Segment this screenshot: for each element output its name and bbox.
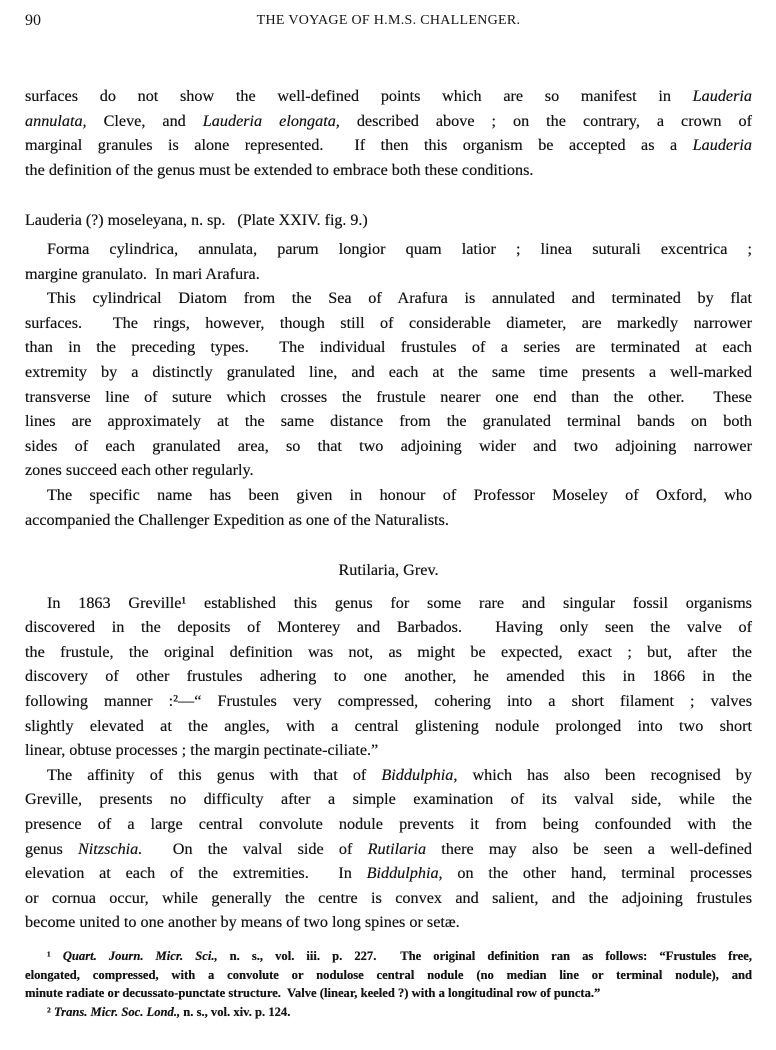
text-run: the frustule, the original definition was not, as might be expected, exact ; but, after the	[25, 642, 752, 661]
text-run: Greville, presents no difficulty after a simple examination of its valval side, while the	[25, 790, 752, 809]
text-run: minute radiate or decussato-punctate structure. Valve (linear, keeled ?) with a longitudinal row of puncta.”	[25, 986, 601, 1000]
italic-text: Biddulphia,	[366, 864, 443, 883]
text-line	[25, 664, 752, 689]
text-line	[25, 434, 752, 459]
text-run: surfaces. The rings, however, though still of considerable diameter, are markedly narrower	[25, 313, 752, 332]
text-line	[25, 311, 752, 336]
text-run: there may also be seen a well-defined	[426, 839, 753, 858]
footnote-2	[25, 1003, 752, 1022]
italic-text: Nitzschia.	[78, 839, 143, 858]
text-run: extremity by a distinctly granulated line, and each at the same time presents a well-marked	[25, 362, 752, 381]
italic-text: Quart. Journ. Micr. Sci.,	[62, 949, 218, 963]
text-line	[25, 409, 752, 434]
text-line	[25, 483, 752, 508]
text-run: zones succeed each other regularly.	[25, 461, 254, 480]
paragraph-lauderia-conditions	[25, 84, 752, 182]
footnote-1	[25, 947, 752, 1003]
text-run: become united to one another by means of two long spines or setæ.	[25, 913, 460, 932]
text-run: linear, obtuse processes ; the margin pectinate-ciliate.”	[25, 741, 379, 760]
text-line	[25, 558, 752, 583]
footnotes	[25, 947, 752, 1021]
text-run: elevation at each of the extremities. In	[25, 864, 367, 883]
text-run: ¹	[47, 949, 63, 963]
text-line	[25, 237, 752, 262]
text-run: following manner :²—“ Frustules very compressed, cohering into a short filament ; valves	[25, 692, 752, 711]
italic-text: Lauderia	[692, 136, 752, 155]
text-run: than in the preceding types. The individual frustules of a series are terminated at each	[25, 338, 752, 357]
running-header	[25, 10, 752, 36]
text-run: n. s., vol. iii. p. 227. The original definition ran as follows: “Frustules free,	[217, 949, 752, 963]
italic-text: Biddulphia,	[381, 765, 458, 784]
text-run: described above ; on the contrary, a crown of	[339, 111, 752, 130]
text-line	[25, 966, 752, 985]
document-page	[25, 10, 752, 1021]
page-number: 90	[25, 12, 41, 29]
genus-heading-rutilaria	[25, 558, 752, 583]
text-run: accompanied the Challenger Expedition as one of the Naturalists.	[25, 510, 449, 529]
text-run: This cylindrical Diatom from the Sea of Arafura is annulated and terminated by flat	[47, 289, 752, 308]
text-run: discovery of other frustules adhering to one another, he amended this in 1866 in the	[25, 667, 752, 686]
text-line	[25, 763, 752, 788]
text-run: marginal granules is alone represented. If then this organism be accepted as a	[25, 136, 693, 155]
text-line	[25, 787, 752, 812]
text-line	[25, 109, 752, 134]
text-line	[25, 861, 752, 886]
text-line	[25, 458, 752, 483]
italic-text: annulata,	[25, 111, 87, 130]
paragraph-rutilaria-affinity	[25, 763, 752, 935]
text-run: the definition of the genus must be extended to embrace both these conditions.	[25, 160, 534, 179]
italic-text: Trans. Micr. Soc. Lond.,	[53, 1004, 181, 1019]
text-run: ²	[47, 1004, 54, 1019]
text-line	[25, 335, 752, 360]
text-run: Forma cylindrica, annulata, parum longior quam latior ; linea suturali excentrica ;	[47, 239, 752, 258]
text-line	[25, 84, 752, 109]
text-run: presence of a large central convolute nodule prevents it from being confounded with the	[25, 815, 752, 834]
text-run: discovered in the deposits of Monterey and Barbados. Having only seen the valve of	[25, 618, 752, 637]
text-line	[25, 738, 752, 763]
text-run: lines are approximately at the same distance from the granulated terminal bands on both	[25, 412, 752, 431]
text-line	[25, 812, 752, 837]
text-line	[25, 133, 752, 158]
running-title: THE VOYAGE OF H.M.S. CHALLENGER.	[256, 13, 521, 28]
text-run: In 1863 Greville¹ established this genus for some rare and singular fossil organisms	[47, 593, 752, 612]
text-line	[25, 714, 752, 739]
text-line	[25, 591, 752, 616]
latin-diagnosis	[25, 237, 752, 286]
text-line	[25, 910, 752, 935]
text-run: Cleve, and	[86, 111, 203, 130]
text-line	[25, 1003, 752, 1022]
paragraph-specific-name	[25, 483, 752, 532]
text-line	[25, 984, 752, 1003]
text-run: transverse line of suture which crosses the frustule nearer one end than the other. These	[25, 387, 752, 406]
text-run: Rutilaria, Grev.	[338, 561, 439, 580]
text-run: genus	[25, 839, 78, 858]
text-run: On the valval side of	[142, 839, 368, 858]
text-run: on the other hand, terminal processes	[442, 864, 752, 883]
text-run: n. s., vol. xiv. p. 124.	[180, 1004, 291, 1019]
italic-text: Rutilaria	[367, 839, 427, 858]
text-run: surfaces do not show the well-defined points which are so manifest in	[25, 87, 693, 105]
text-line	[25, 947, 752, 966]
text-run: elongated, compressed, with a convolute or nodulose central nodule (no median line or terminal nodule), and	[25, 967, 752, 982]
text-line	[25, 360, 752, 385]
text-line	[25, 689, 752, 714]
text-run: The specific name has been given in honour of Professor Moseley of Oxford, who	[47, 485, 752, 504]
text-line	[25, 508, 752, 533]
text-line	[25, 385, 752, 410]
text-line	[25, 640, 752, 665]
italic-text: Lauderia	[692, 87, 752, 105]
text-line	[25, 615, 752, 640]
text-run: slightly elevated at the angles, with a central glistening nodule prolonged into two short	[25, 716, 752, 735]
text-run: Lauderia (?) moseleyana, n. sp. (Plate XXIV. fig. 9.)	[25, 212, 368, 230]
text-line	[25, 209, 752, 234]
text-line	[25, 286, 752, 311]
text-run: sides of each granulated area, so that two adjoining wider and two adjoining narrower	[25, 436, 752, 455]
text-run: which has also been recognised by	[457, 765, 752, 784]
text-line	[25, 158, 752, 183]
species-heading-lauderia-moseleyana	[25, 209, 752, 234]
paragraph-rutilaria-history	[25, 591, 752, 763]
text-line	[25, 837, 752, 862]
text-run: The affinity of this genus with that of	[47, 765, 382, 784]
paragraph-description	[25, 286, 752, 483]
text-run: or cornua occur, while generally the centre is convex and salient, and the adjoining frustules	[25, 888, 752, 907]
italic-text: Lauderia elongata,	[202, 111, 340, 130]
text-line	[25, 886, 752, 911]
text-line	[25, 262, 752, 287]
text-run: margine granulato. In mari Arafura.	[25, 264, 260, 283]
